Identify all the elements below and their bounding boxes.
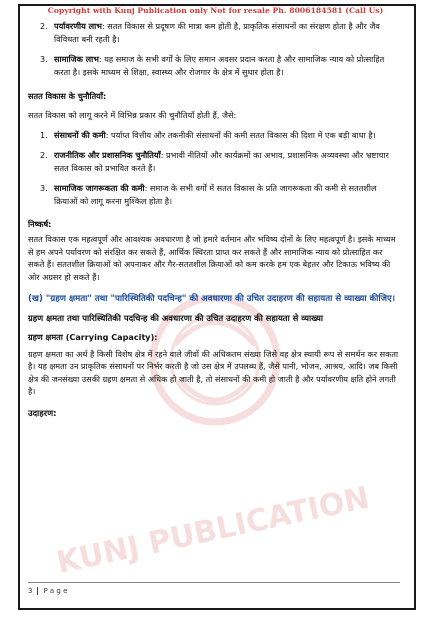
carrying-capacity-text: ग्रहण क्षमता का अर्थ है किसी विशेष क्षेत्र में रहने वाले जीवों की अधिकतम संख्या जिसे वह क्षेत्र स्थायी रूप से समर्थन कर सकता है। यह क्षमता उन प्राकृतिक संसाधनों पर निर्भर करती है जो उस क्षेत्र में उपलब्ध हैं, जैसे पानी, भोजन, आश्रय, आदि। जब किसी क्षेत्र की जनसंख्या उसकी ग्रहण क्षमता से अधिक हो जाती है, तो संसाधनों की कमी हो जाती है और पर्यावरणीय क्षति होने लगती है। [28, 348, 399, 397]
conclusion-text: सतत विकास एक महत्वपूर्ण और आवश्यक अवधारणा है जो हमारे वर्तमान और भविष्य दोनों के लिए महत्वपूर्ण है। इसके माध्यम से हम अपने पर्यावरण को संरक्षित कर सकते हैं, आर्थिक स्थिरता प्राप्त कर सकते हैं और सामाजिक न्याय को प्रोत्साहित कर सकते हैं। सततशील क्रियाओं को अपनाकर और गैर-सततशील क्रियाओं को कम करके हम एक बेहतर और टिकाऊ भविष्य की ओर अग्रसर हो सकते हैं। [28, 234, 396, 282]
challenge-item-resources [28, 129, 400, 142]
carrying-capacity-heading: ग्रहण क्षमता (Carrying Capacity): [28, 331, 158, 342]
item-number: 2. [40, 150, 48, 161]
page-number: 3 [28, 587, 33, 595]
item-term: राजनीतिक और प्रशासनिक चुनौतियाँ [54, 150, 161, 161]
question-text: (ख) "ग्रहण क्षमता" तथा "पारिस्थितिकी पदचिन्ह" की अवधारणा की उचित उदाहरण की सहायता से व्याख्या कीजिए। [28, 293, 395, 304]
item-text: : समाज के सभी वर्गों में सतत विकास के प्रति जागरूकता की कमी से सततशील क्रियाओं को लागू करना मुश्किल होता है। [54, 183, 377, 206]
item-number: 3. [40, 54, 48, 65]
challenge-item-awareness [28, 182, 400, 207]
footer-separator [37, 587, 38, 595]
benefit-item-social [28, 53, 400, 78]
item-term: संसाधनों की कमी [54, 129, 106, 140]
item-term: सामाजिक जागरूकता की कमी [54, 183, 145, 194]
benefit-item-environmental [28, 20, 400, 45]
item-number: 1. [40, 129, 48, 140]
page-footer [28, 586, 400, 596]
item-text: : पर्याप्त वित्तीय और तकनीकी संसाधनों की कमी सतत विकास की दिशा में एक बड़ी बाधा है। [105, 129, 376, 140]
item-text: : यह समाज के सभी वर्गों के लिए समान अवसर प्रदान करता है और सामाजिक न्याय को प्रोत्साहित करता है। इसके माध्यम से शिक्षा, स्वास्थ्य और रोजगार के क्षेत्र में सुधार होता है। [54, 54, 385, 77]
conclusion-heading: निष्कर्ष: [28, 218, 52, 229]
answer-title: ग्रहण क्षमता तथा पारिस्थितिकी पदचिन्ह की अवधारणा की उचित उदाहरण की सहायता से व्याख्या [28, 312, 324, 323]
example-label: उदाहरण: [28, 407, 57, 418]
item-number: 3. [40, 183, 48, 194]
item-text: : प्रभावी नीतियों और कार्यक्रमों का अभाव, प्रशासनिक अव्यवस्था और भ्रष्टाचार सतत विकास को प्रभावित करते हैं। [54, 150, 389, 173]
page-label: P a g e [43, 587, 68, 595]
item-term: सामाजिक लाभ [54, 54, 99, 65]
challenges-intro: सतत विकास को लागू करने में विभिन्न प्रकार की चुनौतियाँ होती हैं, जैसे: [28, 109, 237, 120]
item-term: पर्यावरणीय लाभ [54, 21, 102, 31]
svg-text:KUNJ PUBLICATION: KUNJ PUBLICATION [53, 480, 373, 581]
item-number: 2. [40, 21, 48, 31]
challenges-heading: सतत विकास के चुनौतियाँ: [28, 91, 107, 102]
challenge-item-political [28, 149, 400, 174]
copyright-header: Copyright with Kunj Publication only Not for resale Ph. 8006184581 (Call Us) [47, 6, 384, 15]
footer-divider [28, 582, 400, 583]
item-text: : सतत विकास से प्रदूषण की मात्रा कम होती है, प्राकृतिक संसाधनों का संरक्षण होता है और जैव विविधता बनी रहती है। [54, 21, 380, 44]
